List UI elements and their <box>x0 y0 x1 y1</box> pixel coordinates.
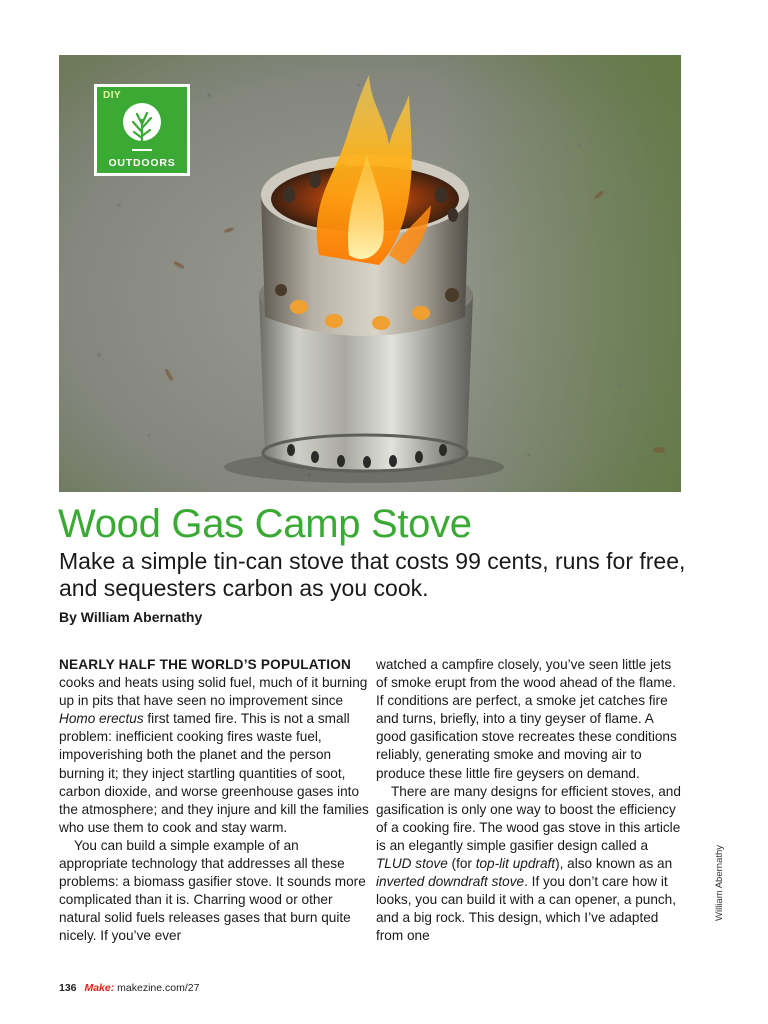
paragraph: You can build a simple example of an appropriate technology that addresses all these problems: a biomass gasifier stove. It sounds more complicated than it is. Charring wood or other natural solid fuels releases gases that burn quite nicely. If you’ve ever <box>59 837 366 944</box>
body-emphasis: inverted downdraft stove <box>376 874 525 890</box>
body-text: . If you don’t care how it looks, you can build it with a can opener, a punch, and a big rock. This design, which I’ve adapted from one <box>376 874 677 944</box>
body-emphasis: top-lit updraft <box>475 856 556 872</box>
body-text: (for <box>447 856 476 872</box>
page-footer <box>59 982 199 994</box>
body-text: first tamed fire. This is not a small problem: inefficient cooking fires waste fuel, impoverishing both the planet and the person burning it; they inject startling quantities of soot, carbon dioxide, and worse greenhouse gases into the atmosphere; and they injure and kill the families who use them to cook and stay warm. <box>59 711 369 835</box>
paragraph <box>59 656 369 837</box>
body-text: cooks and heats using solid fuel, much of it burning up in pits that have seen no improvement since <box>59 675 368 709</box>
article-title: Wood Gas Camp Stove <box>58 502 472 546</box>
photo-credit: William Abernathy <box>714 844 725 921</box>
page-number: 136 <box>59 982 77 994</box>
body-emphasis: Homo erectus <box>59 711 144 727</box>
body-column-right <box>376 656 686 946</box>
body-text: There are many designs for efficient stoves, and gasification is only one way to boost the efficiency of a cooking fire. The wood gas stove in this article is an elegantly simple gasifier design called a <box>376 783 681 853</box>
brand-logo: Make: <box>84 982 115 994</box>
article-byline: By William Abernathy <box>59 609 203 625</box>
badge-diy-label: DIY <box>103 90 122 101</box>
paragraph <box>376 783 686 946</box>
lead-in: NEARLY HALF THE WORLD’S POPULATION <box>59 657 352 672</box>
article-subtitle: Make a simple tin-can stove that costs 99 cents, runs for free, and sequesters carbon as you cook. <box>59 548 686 601</box>
body-emphasis: TLUD stove <box>376 856 448 872</box>
badge-panel <box>97 87 187 173</box>
body-column-left <box>59 656 369 946</box>
footer-url[interactable]: makezine.com/27 <box>117 982 200 994</box>
diy-outdoors-badge <box>94 84 190 176</box>
body-text: ), also known as an <box>555 856 673 872</box>
tree-icon <box>114 102 170 152</box>
paragraph: watched a campfire closely, you’ve seen little jets of smoke erupt from the wood ahead of the flame. If conditions are perfect, a smoke jet catches fire and turns, briefly, into a tiny geyser of flame. A good gasification stove recreates these conditions reliably, generating smoke and moving air to produce these little fire geysers on demand. <box>376 657 677 781</box>
badge-outdoors-label: OUTDOORS <box>108 157 176 169</box>
